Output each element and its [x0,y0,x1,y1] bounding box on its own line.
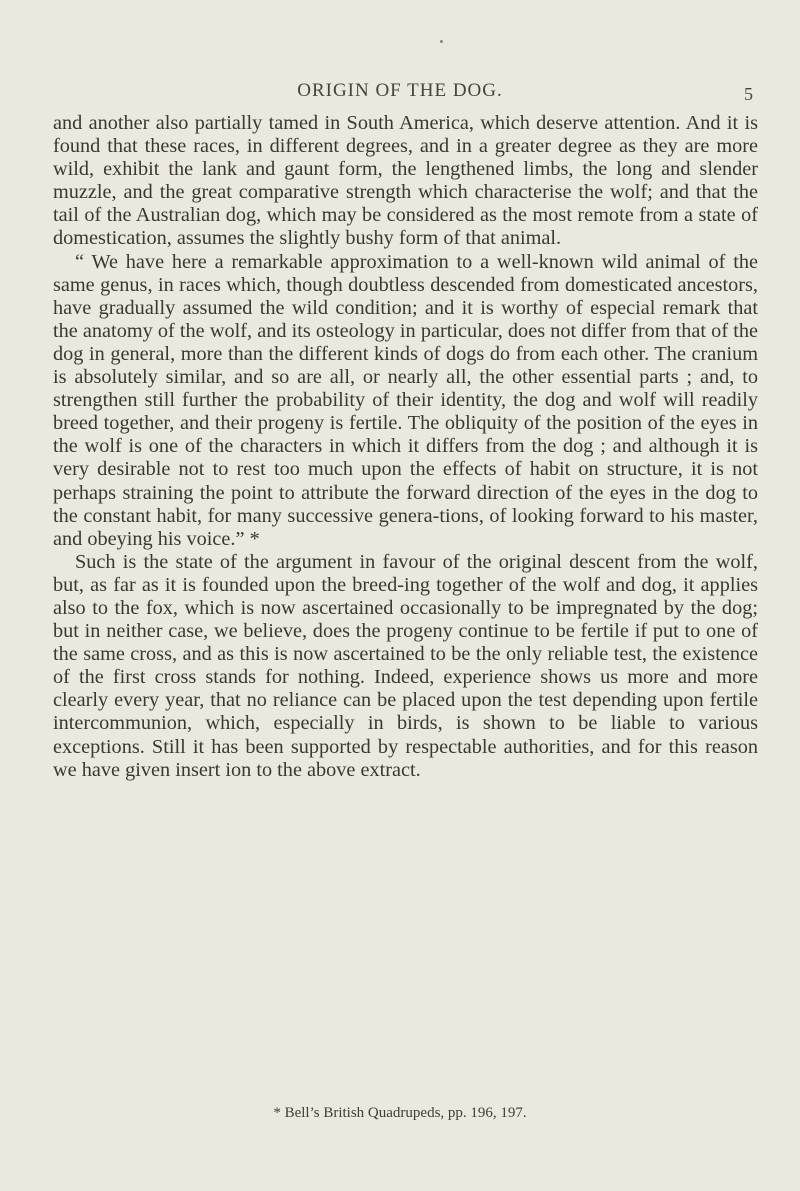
paper-speck [440,40,443,43]
running-head-title: ORIGIN OF THE DOG. [297,80,503,101]
paragraph-quotation: “ We have here a remarkable approximation to a well-known wild animal of the same genus, in races which, though doubtless descended from domesticated ancestors, have gradually assumed the wild condition; and it is worthy of especial remark that the anatomy of the wolf, and its osteology in particular, does not differ from that of the dog in general, more than the different kinds of dogs do from each other. The cranium is absolutely similar, and so are all, or nearly all, the other essential parts ; and, to strengthen still further the probability of their identity, the dog and wolf will readily breed together, and their progeny is fertile. The obliquity of the position of the eyes in the wolf is one of the characters in which it differs from the dog ; and although it is very desirable not to rest too much upon the effects of habit on structure, it is not perhaps straining the point to attribute the forward direction of the eyes in the dog to the constant habit, for many successive genera-tions, of looking forward to his master, and obeying his voice.” * [53,250,758,550]
footnote: * Bell’s British Quadrupeds, pp. 196, 197. [273,1105,527,1121]
body-text [53,112,758,782]
page-number: 5 [744,84,753,104]
paragraph-continuation: and another also partially tamed in South America, which deserve attention. And it is found that these races, in different degrees, and in a greater degree as they are more wild, exhibit the lank and gaunt form, the lengthened limbs, the long and slender muzzle, and the great comparative strength which characterise the wolf; and that the tail of the Australian dog, which may be considered as the most remote from a state of domestication, assumes the slightly bushy form of that animal. [53,112,758,250]
paragraph-argument: Such is the state of the argument in favour of the original descent from the wolf, but, as far as it is founded upon the breed-ing together of the wolf and dog, it applies also to the fox, which is now ascertained occasionally to be impregnated by the dog; but in neither case, we believe, does the progeny continue to be fertile if put to one of the same cross, and as this is now ascertained to be the only reliable test, the existence of the first cross stands for nothing. Indeed, experience shows us more and more clearly every year, that no reliance can be placed upon the test depending upon fertile intercommunion, which, especially in birds, is shown to be liable to various exceptions. Still it has been supported by respectable authorities, and for this reason we have given insert ion to the above extract. [53,550,758,781]
